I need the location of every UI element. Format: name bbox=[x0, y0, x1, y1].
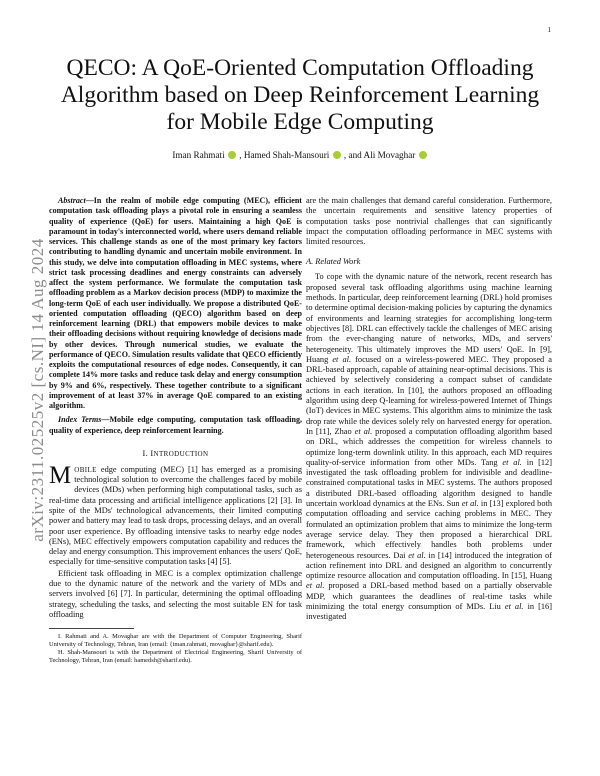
intro-paragraph-1 bbox=[49, 461, 302, 568]
footnote-divider bbox=[49, 628, 134, 629]
citation-et-al: et al. bbox=[354, 426, 373, 436]
abstract-text: —In the realm of mobile edge computing (MEC), efficient computation task offloading plays a pivotal role in ensuring a seamless quality of experience (QoE) for users. Maintaining a high QoE is paramount in today's interconnected world, where users demand reliable services. This challenge stands as one of the most primary key factors contributing to handling dynamic and uncertain mobile environment. In this study, we delve into computation offloading in MEC systems, where strict task processing deadlines and energy constraints can adversely affect the system performance. We formulate the computation task offloading problem as a Markov decision process (MDP) to maximize the long-term QoE of each user individually. We propose a distributed QoE-oriented computation offloading (QECO) algorithm based on deep reinforcement learning (DRL) that empowers mobile devices to make their offloading decisions without requiring knowledge of decisions made by other devices. Through numerical studies, we evaluate the performance of QECO. Simulation results validate that QECO efficiently exploits the computational resources of edge nodes. Consequently, it can complete 14% more tasks and reduce task delay and energy consumption by 9% and 6%, respectively. These together contribute to a significant improvement of at least 37% in average QoE compared to an existing algorithm. bbox=[49, 196, 302, 410]
index-terms bbox=[49, 415, 302, 436]
arxiv-identifier-text: arXiv:2311.02525v2 [cs.NI] 14 Aug 2024 bbox=[28, 238, 47, 542]
first-word-rest: OBILE bbox=[74, 465, 97, 474]
right-column bbox=[306, 196, 552, 623]
author-name: Iman Rahmati bbox=[172, 150, 225, 160]
abstract bbox=[49, 196, 302, 411]
related-work-paragraph bbox=[306, 272, 552, 622]
author-name: , Hamed Shah-Mansouri bbox=[239, 150, 330, 160]
intro-paragraph-2: Efficient task offloading in MEC is a complex optimization challenge due to the dynamic nature of the network and the variety of MDs and servers involved [6] [7]. In particular, determining the optimal offloading strategy, scheduling the tasks, and selecting the most suitable EN for task offloading bbox=[49, 568, 302, 619]
orcid-icon[interactable] bbox=[419, 151, 427, 159]
paper-title: QECO: A QoE-Oriented Computation Offloading Algorithm based on Deep Reinforcement Learning for Mobile Edge Computing bbox=[60, 55, 540, 135]
abstract-label: Abstract bbox=[58, 196, 86, 205]
citation-et-al: et al. bbox=[461, 499, 479, 509]
citation-et-al: et al. bbox=[306, 581, 325, 591]
related-work-text: in [16] investigated bbox=[306, 601, 553, 622]
intro-text-1: edge computing (MEC) [1] has emerged as a promising technological solution to overcome the challenges faced by mobile devices (MDs) when performing high computational tasks, such as real-time data processing and artificial intelligence applications [2] [3]. In spite of the MDs' technological advancements, their limited computing power and battery may lead to task drops, processing delays, and an overall poor user experience. By offloading intensive tasks to nearby edge nodes (ENs), MEC effectively empowers computation capability and reduces the delay and energy consumption. This improvement enhances the users' QoE, especially for time-sensitive computation tasks [4] [5]. bbox=[49, 464, 302, 567]
author-name: , and Ali Movaghar bbox=[343, 150, 416, 160]
page-number: 1 bbox=[547, 26, 551, 34]
section-title-initial: I bbox=[150, 448, 154, 458]
left-column bbox=[49, 196, 302, 665]
subsection-heading-related-work: A. Related Work bbox=[306, 257, 361, 267]
section-title-rest: NTRODUCTION bbox=[153, 449, 209, 458]
continued-paragraph: are the main challenges that demand careful consideration. Furthermore, the uncertain requirements and sensitive latency properties of computation tasks pose nontrivial challenges that can significantly impact the computation offloading performance in MEC systems with limited resources. bbox=[306, 196, 552, 247]
index-terms-label: Index Terms bbox=[58, 415, 102, 425]
citation-et-al: et al. bbox=[502, 457, 522, 467]
author-line bbox=[50, 150, 550, 160]
related-work-text: in [12] investigated the task offloading problem for indivisible and deadline-constrained computational tasks in MEC systems. The authors proposed a distributed DRL-based offloading algorithm designed to handle uncertain workload dynamics at the ENs. Sun bbox=[306, 457, 553, 509]
footnote-affiliation-2: H. Shah-Mansouri is with the Department of Electrical Engineering, Sharif University of Technology, Tehran, Iran (email: hamedsh@sharif.edu). bbox=[49, 649, 302, 664]
drop-cap: M bbox=[49, 461, 72, 489]
section-heading-introduction bbox=[49, 449, 302, 458]
related-work-text: proposed a DRL-based method based on a partially observable MDP, which guarantees the deadlines of real-time tasks while minimizing the total energy consumption of MDs. Liu bbox=[306, 581, 553, 611]
index-terms-text: —Mobile edge computing, computation task offloading, quality of experience, deep reinforcement learning. bbox=[49, 415, 302, 435]
related-work-text: To cope with the dynamic nature of the network, recent research has proposed several task offloading algorithms using machine learning methods. In particular, deep reinforcement learning (DRL) hold promises to determine optimal decision-making policies by capturing the dynamics of environments and learning strategies for accomplishing long-term objectives [8]. DRL can effectively tackle the challenges of MEC arising from the ever-changing nature of networks, MDs, and servers' heterogeneity. This ultimately improves the MD users' QoE. In [9], Huang bbox=[306, 272, 552, 364]
related-work-text: in [14] introduced the integration of action refinement into DRL and designed an algorithm to concurrently optimize resource allocation and computation offloading. In [15], Huang bbox=[306, 550, 552, 581]
orcid-icon[interactable] bbox=[333, 151, 341, 159]
related-work-text: proposed a computation offloading algorithm based on DRL, which addresses the competition for wireless channels to optimize long-term downlink utility. In this approach, each MD requires quality-of-service information from other MDs. Tang bbox=[306, 426, 552, 467]
arxiv-identifier bbox=[28, 200, 48, 580]
footnote-affiliation-1: I. Rahmati and A. Movaghar are with the Department of Computer Engineering, Sharif University of Technology, Tehran, Iran (email: {iman.rahmati, movaghar}@sharif.edu). bbox=[49, 633, 302, 649]
citation-et-al: et al. bbox=[332, 354, 352, 364]
citation-et-al: et al. bbox=[504, 601, 524, 611]
citation-et-al: et al. bbox=[408, 550, 426, 560]
orcid-icon[interactable] bbox=[228, 151, 236, 159]
section-number: I. bbox=[142, 448, 151, 458]
related-work-text: focused on a wireless-powered MEC. They proposed a DRL-based approach, capable of attaining near-optimal decisions. This is achieved by selectively considering a compact subset of candidate actions in each iteration. In [10], the authors proposed an offloading algorithm using deep Q-learning for wireless-powered Internet of Things (IoT) devices in MEC systems. This algorithm aims to minimize the task drop rate while the devices solely rely on harvested energy for operation. In [11], Zhao bbox=[306, 354, 552, 436]
related-work-text: in [13] explored both computation offloading and service caching problems in MEC. They formulated an optimization problem that aims to minimize the long-term average service delay. They then proposed a hierarchical DRL framework, which effectively handles both problems under heterogeneous resources. Dai bbox=[306, 499, 552, 560]
